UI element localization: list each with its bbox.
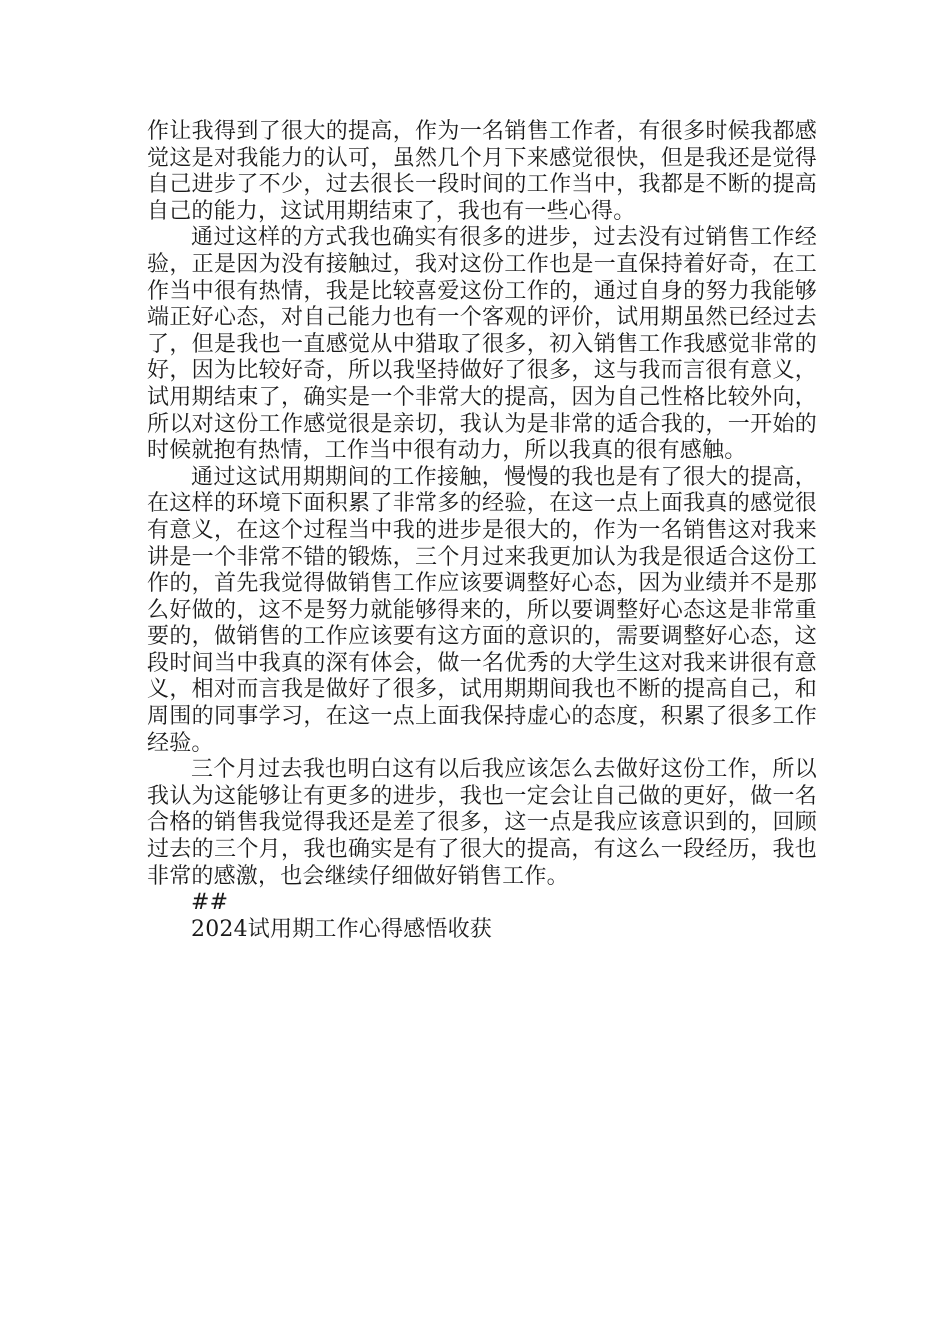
next-section-title: 2024试用期工作心得感悟收获 (191, 916, 492, 942)
paragraph-2: 通过这样的方式我也确实有很多的进步，过去没有过销售工作经验，正是因为没有接触过，我对这份工作也是一直保持着好奇，在工作当中很有热情，我是比较喜爱这份工作的，通过自身的努力我能够端正好心态，对自己能力也有一个客观的评价，试用期虽然已经过去了，但是我也一直感觉从中猎取了很多，初入销售工作我感觉非常的好，因为比较好奇，所以我坚持做好了很多，这与我而言很有意义，试用期结束了，确实是一个非常大的提高，因为自己性格比较外向，所以对这份工作感觉很是亲切，我认为是非常的适合我的，一开始的时候就抱有热情，工作当中很有动力，所以我真的很有感触。 (147, 225, 817, 464)
document-body (147, 119, 817, 943)
paragraph-1: 作让我得到了很大的提高，作为一名销售工作者，有很多时候我都感觉这是对我能力的认可，虽然几个月下来感觉很快，但是我还是觉得自己进步了不少，过去很长一段时间的工作当中，我都是不断的提高自己的能力，这试用期结束了，我也有一些心得。 (147, 119, 817, 224)
section-separator: ## (191, 890, 229, 916)
paragraph-3: 通过这试用期期间的工作接触，慢慢的我也是有了很大的提高，在这样的环境下面积累了非常多的经验，在这一点上面我真的感觉很有意义，在这个过程当中我的进步是很大的，作为一名销售这对我来讲是一个非常不错的锻炼，三个月过来我更加认为我是很适合这份工作的，首先我觉得做销售工作应该要调整好心态，因为业绩并不是那么好做的，这不是努力就能够得来的，所以要调整好心态这是非常重要的，做销售的工作应该要有这方面的意识的，需要调整好心态，这段时间当中我真的深有体会，做一名优秀的大学生这对我来讲很有意义，相对而言我是做好了很多，试用期期间我也不断的提高自己，和周围的同事学习，在这一点上面我保持虚心的态度，积累了很多工作经验。 (147, 464, 817, 756)
paragraph-4: 三个月过去我也明白这有以后我应该怎么去做好这份工作，所以我认为这能够让有更多的进步，我也一定会让自己做的更好，做一名合格的销售我觉得我还是差了很多，这一点是我应该意识到的，回顾过去的三个月，我也确实是有了很大的提高，有这么一段经历，我也非常的感激，也会继续仔细做好销售工作。 (147, 757, 817, 889)
